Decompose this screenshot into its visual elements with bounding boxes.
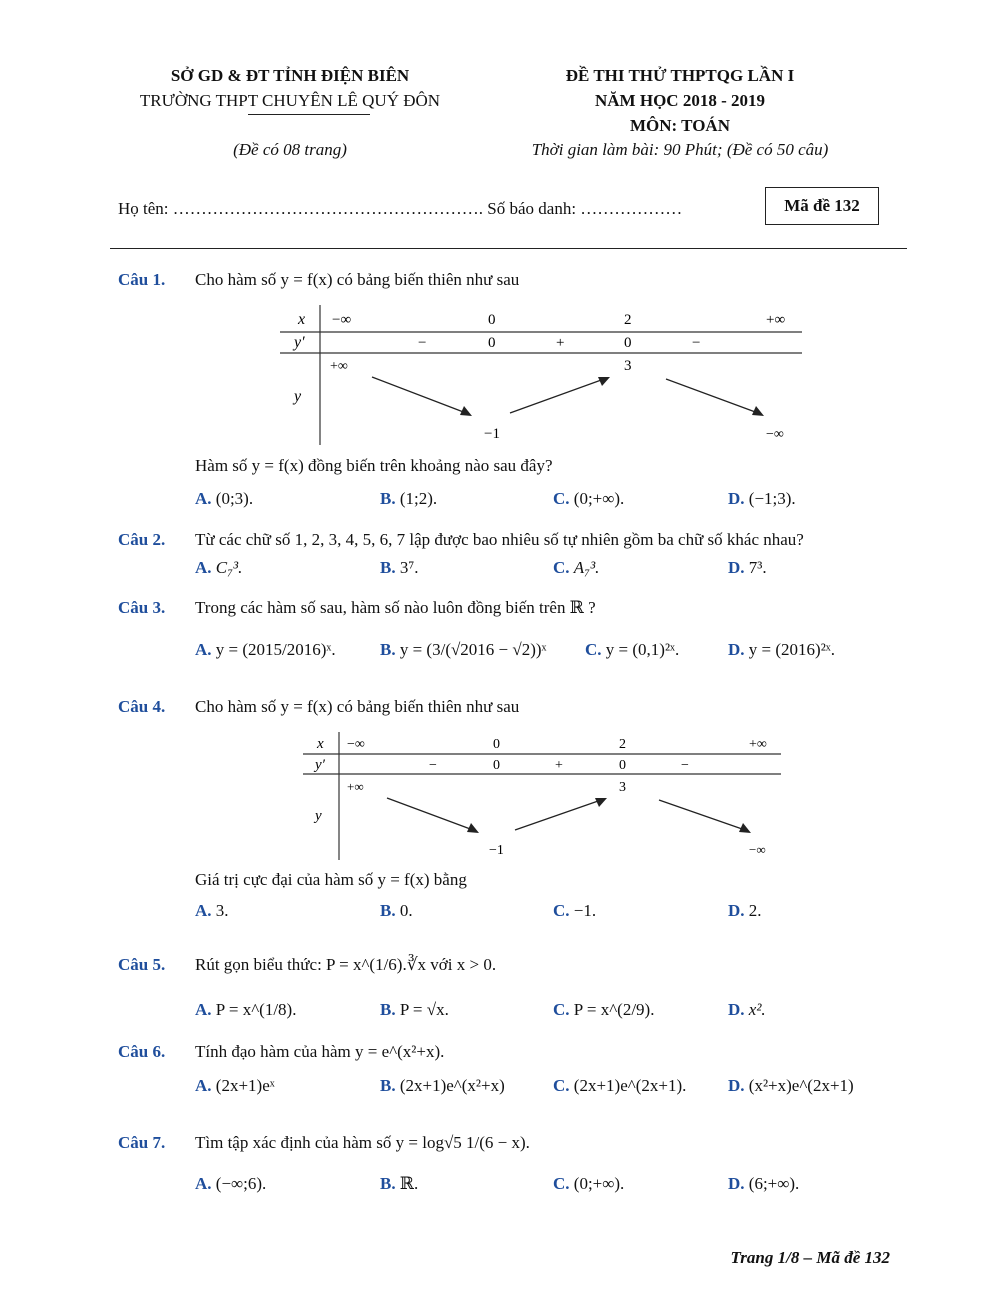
exam-title: ĐỀ THI THỬ THPTQG LẦN I	[565, 66, 795, 85]
question-7-stem: Tìm tập xác định của hàm số y = log√5 1/(6 − x).	[195, 1133, 530, 1152]
exam-code: Mã đề 132	[784, 196, 860, 215]
q7-option-c[interactable]: C. (0;+∞).	[553, 1174, 625, 1193]
t1-zero-1: 0	[488, 335, 496, 351]
t2-y-label: y	[315, 808, 322, 824]
t1-y-neg1: −1	[484, 426, 500, 442]
t2-x-0: 0	[493, 737, 500, 752]
q2-option-a[interactable]: A. C₇³.	[195, 558, 243, 577]
q1-option-a[interactable]: A. (0;3).	[195, 489, 254, 508]
header-divider	[110, 248, 907, 249]
t1-x-pos-inf: +∞	[766, 312, 786, 328]
page-count-note: (Đề có 08 trang)	[233, 140, 347, 159]
q7-option-d[interactable]: D. (6;+∞).	[728, 1174, 800, 1193]
q2-option-c[interactable]: C. A₇³.	[553, 558, 600, 577]
q3-option-d[interactable]: D. y = (2016)²ˣ.	[728, 640, 835, 659]
question-1-label: Câu 1.	[118, 270, 166, 289]
question-5-stem: Rút gọn biểu thức: P = x^(1/6).∛x với x > 0.	[195, 955, 497, 974]
q6-option-c[interactable]: C. (2x+1)e^(2x+1).	[553, 1076, 687, 1095]
t2-x-pos-inf: +∞	[749, 737, 767, 752]
t2-sign-1: −	[429, 758, 437, 773]
t2-x-2: 2	[619, 737, 626, 752]
candidate-info-line: Họ tên: ………………………………………………. Số báo danh: ………………	[118, 199, 683, 218]
q7-option-b[interactable]: B. ℝ.	[380, 1174, 419, 1193]
department-name: SỞ GD & ĐT TỈNH ĐIỆN BIÊN	[170, 66, 410, 85]
question-3-label: Câu 3.	[118, 598, 166, 617]
q6-option-a[interactable]: A. (2x+1)eˣ	[195, 1076, 275, 1095]
page-footer: Trang 1/8 – Mã đề 132	[730, 1248, 890, 1267]
t1-sign-1: −	[418, 335, 427, 351]
q5-option-b[interactable]: B. P = √x.	[380, 1000, 449, 1019]
t1-x-label: x	[298, 311, 306, 328]
question-5-label: Câu 5.	[118, 955, 166, 974]
t2-y-3: 3	[619, 780, 626, 795]
t2-x-neg-inf: −∞	[347, 737, 365, 752]
t1-x-2: 2	[624, 312, 632, 328]
q4-option-d[interactable]: D. 2.	[728, 901, 762, 920]
t2-sign-3: −	[681, 758, 689, 773]
q1-option-c[interactable]: C. (0;+∞).	[553, 489, 625, 508]
t2-yprime-label: y′	[315, 757, 325, 773]
q4-option-c[interactable]: C. −1.	[553, 901, 597, 920]
variation-table-1	[280, 305, 805, 445]
school-underline	[248, 114, 370, 115]
q4-option-b[interactable]: B. 0.	[380, 901, 413, 920]
t1-zero-2: 0	[624, 335, 632, 351]
q7-option-a[interactable]: A. (−∞;6).	[195, 1174, 267, 1193]
q5-option-c[interactable]: C. P = x^(2/9).	[553, 1000, 655, 1019]
t1-sign-3: −	[692, 335, 701, 351]
variation-table-2	[303, 732, 783, 862]
question-4-follow: Giá trị cực đại của hàm số y = f(x) bằng	[195, 870, 467, 889]
t2-y-neg-inf: −∞	[749, 842, 766, 857]
t1-x-neg-inf: −∞	[332, 312, 352, 328]
t1-y-3: 3	[624, 358, 632, 374]
q1-option-b[interactable]: B. (1;2).	[380, 489, 438, 508]
t2-y-neg1: −1	[489, 843, 504, 858]
question-2-stem: Từ các chữ số 1, 2, 3, 4, 5, 6, 7 lập được bao nhiêu số tự nhiên gồm ba chữ số khác nhau?	[195, 530, 804, 549]
question-2-label: Câu 2.	[118, 530, 166, 549]
q2-option-b[interactable]: B. 3⁷.	[380, 558, 419, 577]
t1-y-label: y	[294, 388, 302, 405]
q1-option-d[interactable]: D. (−1;3).	[728, 489, 796, 508]
exam-code-box	[765, 187, 879, 225]
q5-option-a[interactable]: A. P = x^(1/8).	[195, 1000, 297, 1019]
t1-yprime-label: y′	[294, 334, 305, 351]
question-4-stem: Cho hàm số y = f(x) có bảng biến thiên như sau	[195, 697, 520, 716]
subject: MÔN: TOÁN	[630, 116, 730, 135]
t1-y-neg-inf: −∞	[766, 427, 784, 442]
t2-zero-2: 0	[619, 758, 626, 773]
question-1-stem: Cho hàm số y = f(x) có bảng biến thiên như sau	[195, 270, 520, 289]
school-name-text: TRƯỜNG THPT CHUYÊN LÊ QUÝ ĐÔN	[139, 91, 441, 110]
q3-option-c[interactable]: C. y = (0,1)²ˣ.	[585, 640, 680, 659]
t2-sign-2: +	[555, 758, 563, 773]
t1-x-0: 0	[488, 312, 496, 328]
t2-x-label: x	[317, 736, 324, 752]
time-note: Thời gian làm bài: 90 Phút; (Đề có 50 câu)	[531, 140, 829, 159]
t1-sign-2: +	[556, 335, 565, 351]
question-3-stem: Trong các hàm số sau, hàm số nào luôn đồng biến trên ℝ ?	[195, 598, 596, 617]
school-year: NĂM HỌC 2018 - 2019	[595, 91, 765, 110]
question-7-label: Câu 7.	[118, 1133, 166, 1152]
school-name	[120, 91, 460, 111]
t1-y-pos-inf: +∞	[330, 359, 348, 374]
q5-option-d[interactable]: D. x².	[728, 1000, 766, 1019]
question-4-label: Câu 4.	[118, 697, 166, 716]
question-6-stem: Tính đạo hàm của hàm y = e^(x²+x).	[195, 1042, 445, 1061]
t2-y-pos-inf: +∞	[347, 779, 364, 794]
question-1-follow: Hàm số y = f(x) đồng biến trên khoảng nào sau đây?	[195, 456, 553, 475]
t2-zero-1: 0	[493, 758, 500, 773]
q6-option-d[interactable]: D. (x²+x)e^(2x+1)	[728, 1076, 854, 1095]
q3-option-b[interactable]: B. y = (3/(√2016 − √2))ˣ	[380, 640, 547, 659]
q6-option-b[interactable]: B. (2x+1)e^(x²+x)	[380, 1076, 505, 1095]
q3-option-a[interactable]: A. y = (2015/2016)ˣ.	[195, 640, 336, 659]
question-6-label: Câu 6.	[118, 1042, 166, 1061]
q2-option-d[interactable]: D. 7³.	[728, 558, 767, 577]
q4-option-a[interactable]: A. 3.	[195, 901, 229, 920]
